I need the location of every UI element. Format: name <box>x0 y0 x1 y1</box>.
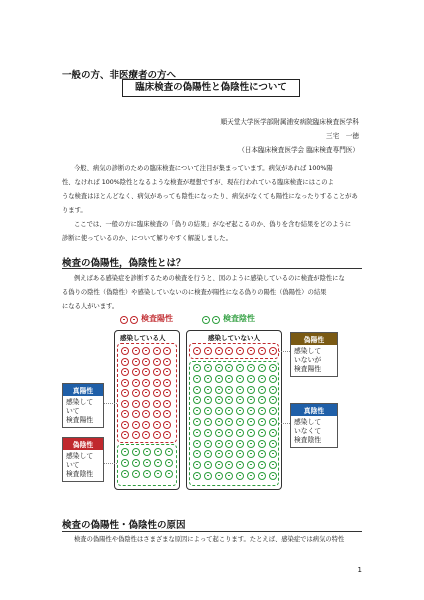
negative-face-icon <box>204 461 212 469</box>
positive-face-icon <box>163 347 171 355</box>
positive-face-icon <box>153 421 161 429</box>
positive-face-icon <box>153 410 161 418</box>
negative-face-icon <box>215 472 223 480</box>
negative-face-icon <box>154 448 162 456</box>
legend-positive: 検査陽性 <box>141 314 173 323</box>
positive-face-icon <box>153 358 161 366</box>
negative-face-icon <box>215 440 223 448</box>
negative-face-icon <box>165 459 173 467</box>
positive-face-icon <box>142 379 150 387</box>
negative-face-icon <box>269 472 277 480</box>
negative-face-icon <box>212 316 220 324</box>
positive-face-icon <box>269 347 277 355</box>
negative-face-icon <box>165 470 173 478</box>
negative-face-icon <box>258 364 266 372</box>
negative-face-icon <box>247 429 255 437</box>
positive-face-icon <box>142 431 150 439</box>
negative-face-icon <box>269 461 277 469</box>
page-number: 1 <box>357 566 362 574</box>
positive-face-icon <box>153 389 161 397</box>
negative-face-icon <box>193 472 201 480</box>
negative-face-icon <box>258 461 266 469</box>
negative-face-icon <box>258 472 266 480</box>
negative-face-icon <box>132 448 140 456</box>
positive-face-icon <box>132 421 140 429</box>
intro-paragraph-1: 今般、病気の診断のための臨床検査について注目が集まっています。病気があれば 100%陽 性、なければ 100%陰性となるような検査が理想ですが、現在行われている臨床検査にはこのよ うな検査はほとんどなく、病気があっても陰性になったり、病気がなくても陽性になったりすることがあ ります。 <box>62 165 358 214</box>
positive-face-icon <box>121 368 129 376</box>
negative-face-icon <box>215 396 223 404</box>
card-false-negative: 偽陰性 感染して いて 検査陰性 <box>62 437 104 482</box>
negative-face-icon <box>269 364 277 372</box>
negative-face-icon <box>258 407 266 415</box>
section2-text: 検査の偽陽性や偽陰性はさまざまな原因によって起こります。たとえば、感染症では病気の特性 <box>74 536 345 543</box>
positive-face-icon <box>132 368 140 376</box>
positive-face-icon <box>142 400 150 408</box>
positive-face-icon <box>163 421 171 429</box>
section-heading-causes: 検査の偽陽性・偽陰性の原因 <box>62 520 186 531</box>
connector-line <box>279 351 290 352</box>
section-divider <box>62 268 362 269</box>
positive-face-icon <box>247 347 255 355</box>
positive-face-icon <box>163 368 171 376</box>
positive-face-icon <box>121 400 129 408</box>
negative-face-icon <box>193 386 201 394</box>
audience-heading: 一般の方、非医療者の方へ <box>62 70 177 81</box>
positive-face-icon <box>153 431 161 439</box>
negative-face-icon <box>121 470 129 478</box>
negative-face-icon <box>225 386 233 394</box>
negative-face-icon <box>121 448 129 456</box>
negative-face-icon <box>269 396 277 404</box>
negative-face-icon <box>258 386 266 394</box>
positive-face-icon <box>153 400 161 408</box>
negative-face-icon <box>215 375 223 383</box>
negative-face-icon <box>193 364 201 372</box>
section1-text: 例えばある感染症を診断するための検査を行うと、図のように感染しているのに検査が陰性にな る偽りの陰性（偽陰性）や感染していないのに検査が陽性になる偽りの陽性（偽陽性）の結果 になる人がいます。 <box>62 275 345 310</box>
negative-face-icon <box>236 386 244 394</box>
negative-face-icon <box>204 386 212 394</box>
positive-face-icon <box>153 368 161 376</box>
positive-face-icon <box>163 389 171 397</box>
card-true-negative: 真陰性 感染して いなくて 検査陰性 <box>290 403 338 448</box>
positive-face-icon <box>130 316 138 324</box>
positive-face-icon <box>132 379 140 387</box>
positive-face-icon <box>132 431 140 439</box>
positive-face-icon <box>215 347 223 355</box>
positive-face-icon <box>121 379 129 387</box>
positive-face-icon <box>132 358 140 366</box>
intro-text <box>62 162 362 246</box>
positive-face-icon <box>132 400 140 408</box>
positive-face-icon <box>163 379 171 387</box>
negative-face-icon <box>204 364 212 372</box>
positive-face-icon <box>132 410 140 418</box>
positive-face-icon <box>153 347 161 355</box>
negative-face-icon <box>269 450 277 458</box>
negative-face-icon <box>193 440 201 448</box>
negative-face-icon <box>258 429 266 437</box>
negative-face-icon <box>269 386 277 394</box>
positive-face-icon <box>132 347 140 355</box>
positive-face-icon <box>153 379 161 387</box>
positive-face-icon <box>142 368 150 376</box>
negative-face-icon <box>204 440 212 448</box>
positive-face-icon <box>142 347 150 355</box>
section-divider <box>62 531 362 532</box>
negative-face-icon <box>247 364 255 372</box>
negative-face-icon <box>193 418 201 426</box>
section-heading-false-results: 検査の偽陽性，偽陰性とは？ <box>62 258 186 269</box>
positive-face-icon <box>163 400 171 408</box>
negative-face-icon <box>215 364 223 372</box>
negative-face-icon <box>193 429 201 437</box>
positive-face-icon <box>142 358 150 366</box>
intro-paragraph-2: ここでは、一般の方に臨床検査の「偽りの結果」がなぜ起こるのか、偽りを含む結果をどのように 診断に使っているのか、について解りやすく解説しました。 <box>62 221 352 242</box>
negative-face-icon <box>215 407 223 415</box>
positive-face-icon <box>121 347 129 355</box>
negative-face-icon <box>121 459 129 467</box>
negative-face-icon <box>247 386 255 394</box>
positive-face-icon <box>142 389 150 397</box>
negative-face-icon <box>204 407 212 415</box>
negative-face-icon <box>236 429 244 437</box>
positive-face-icon <box>142 421 150 429</box>
negative-face-icon <box>204 429 212 437</box>
connector-line <box>104 403 117 404</box>
negative-face-icon <box>236 440 244 448</box>
negative-face-icon <box>236 375 244 383</box>
negative-face-icon <box>215 429 223 437</box>
negative-face-icon <box>215 461 223 469</box>
negative-face-icon <box>247 440 255 448</box>
positive-face-icon <box>258 347 266 355</box>
negative-face-icon <box>143 459 151 467</box>
not-infected-group-label: 感染していない人 <box>208 334 260 342</box>
negative-face-icon <box>269 429 277 437</box>
negative-face-icon <box>154 470 162 478</box>
legend-negative: 検査陰性 <box>223 314 255 323</box>
negative-face-icon <box>269 418 277 426</box>
negative-face-icon <box>165 448 173 456</box>
negative-face-icon <box>215 386 223 394</box>
negative-face-icon <box>202 316 210 324</box>
positive-face-icon <box>132 389 140 397</box>
positive-face-icon <box>204 347 212 355</box>
author-society: （日本臨床検査医学会 臨床検査専門医） <box>238 146 359 154</box>
infected-group-label: 感染している人 <box>120 334 166 342</box>
negative-face-icon <box>258 418 266 426</box>
negative-face-icon <box>269 440 277 448</box>
negative-face-icon <box>143 470 151 478</box>
connector-line <box>279 423 290 424</box>
negative-face-icon <box>132 470 140 478</box>
negative-face-icon <box>225 440 233 448</box>
negative-face-icon <box>269 407 277 415</box>
positive-face-icon <box>121 431 129 439</box>
card-true-positive: 真陽性 感染して いて 検査陽性 <box>62 383 104 428</box>
negative-face-icon <box>204 472 212 480</box>
negative-face-icon <box>258 375 266 383</box>
positive-face-icon <box>142 410 150 418</box>
card-false-positive: 偽陽性 感染して いないが 検査陽性 <box>290 332 338 377</box>
positive-face-icon <box>121 389 129 397</box>
positive-face-icon <box>121 358 129 366</box>
negative-face-icon <box>154 459 162 467</box>
positive-face-icon <box>193 347 201 355</box>
negative-face-icon <box>143 448 151 456</box>
positive-face-icon <box>121 410 129 418</box>
author-affiliation: 順天堂大学医学部附属浦安病院臨床検査医学科 <box>220 118 359 126</box>
negative-face-icon <box>247 375 255 383</box>
positive-face-icon <box>163 431 171 439</box>
negative-face-icon <box>215 418 223 426</box>
negative-face-icon <box>269 375 277 383</box>
positive-face-icon <box>163 358 171 366</box>
positive-face-icon <box>120 316 128 324</box>
positive-face-icon <box>121 421 129 429</box>
negative-face-icon <box>247 418 255 426</box>
negative-face-icon <box>132 459 140 467</box>
negative-face-icon <box>215 450 223 458</box>
author-name: 三宅 一徳 <box>326 132 359 140</box>
connector-line <box>104 463 117 464</box>
negative-face-icon <box>204 418 212 426</box>
negative-face-icon <box>193 375 201 383</box>
document-title: 臨床検査の偽陽性と偽陰性について <box>122 79 300 97</box>
negative-face-icon <box>258 440 266 448</box>
negative-face-icon <box>204 375 212 383</box>
negative-face-icon <box>247 472 255 480</box>
positive-face-icon <box>163 410 171 418</box>
test-result-figure <box>62 313 362 495</box>
